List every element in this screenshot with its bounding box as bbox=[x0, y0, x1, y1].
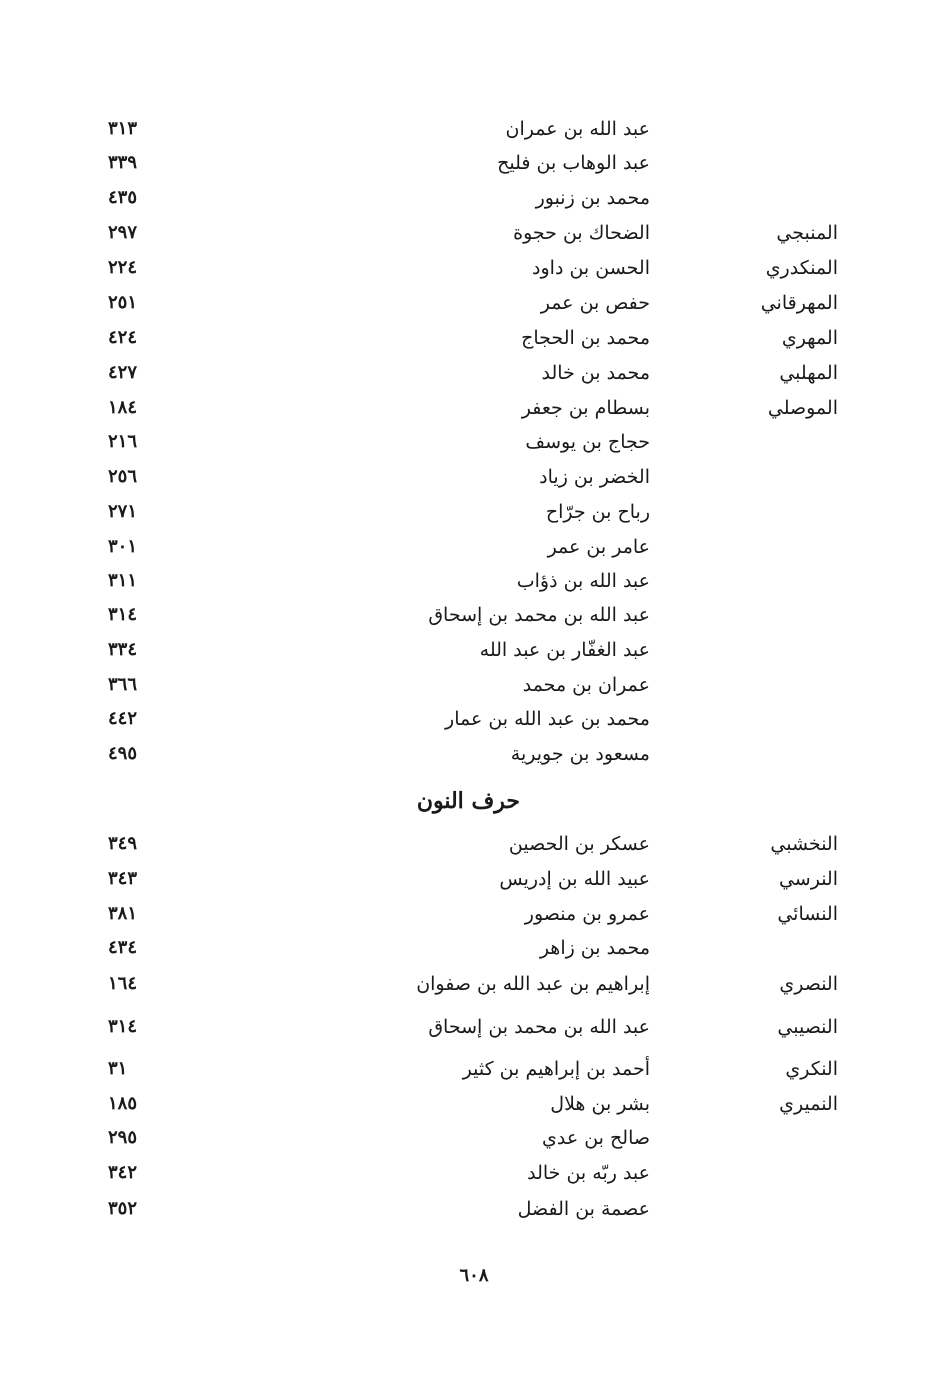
page-reference: ٣٣٩ bbox=[108, 152, 138, 173]
index-entry bbox=[90, 598, 850, 632]
index-entry bbox=[90, 530, 850, 564]
nisba-label: الموصلي bbox=[767, 397, 838, 419]
narrator-name: حجاج بن يوسف bbox=[525, 431, 650, 453]
page-reference: ٤٤٢ bbox=[108, 708, 138, 729]
index-entry bbox=[90, 1087, 850, 1121]
index-entry bbox=[90, 897, 850, 931]
narrator-name: الضحاك بن حجوة bbox=[513, 222, 650, 244]
page-reference: ١٦٤ bbox=[108, 973, 138, 994]
page-reference: ٢١٦ bbox=[108, 431, 138, 452]
index-entry bbox=[90, 356, 850, 390]
narrator-name: صالح بن عدي bbox=[542, 1127, 650, 1149]
nisba-label: المهرقاني bbox=[760, 292, 838, 314]
page-reference: ٢٥٦ bbox=[108, 466, 138, 487]
narrator-name: رباح بن جرّاح bbox=[545, 501, 650, 523]
page-reference: ٢٥١ bbox=[108, 292, 138, 313]
index-entry bbox=[90, 1010, 850, 1044]
index-entry bbox=[90, 391, 850, 425]
narrator-name: عبد الله بن محمد بن إسحاق bbox=[428, 604, 650, 626]
narrator-name: عبد الغفّار بن عبد الله bbox=[479, 639, 650, 661]
index-entry bbox=[90, 668, 850, 702]
page-reference: ٤٣٥ bbox=[108, 187, 138, 208]
index-entry bbox=[90, 1156, 850, 1190]
index-entry bbox=[90, 633, 850, 667]
page-reference: ٣٦٦ bbox=[108, 674, 138, 695]
page-reference: ١٨٤ bbox=[108, 397, 138, 418]
narrator-name: محمد بن الحجاج bbox=[521, 327, 650, 349]
narrator-name: محمد بن زاهر bbox=[539, 937, 650, 959]
page-reference: ٣٤٢ bbox=[108, 1162, 138, 1183]
narrator-name: عسكر بن الحصين bbox=[508, 833, 650, 855]
narrator-name: محمد بن عبد الله بن عمار bbox=[445, 708, 650, 730]
narrator-name: أحمد بن إبراهيم بن كثير bbox=[462, 1058, 650, 1080]
page-reference: ٤٢٤ bbox=[108, 327, 138, 348]
nisba-label: النصيبي bbox=[777, 1016, 838, 1038]
index-entry bbox=[90, 425, 850, 459]
nisba-label: النرسي bbox=[778, 868, 838, 890]
page-reference: ٣٨١ bbox=[108, 903, 138, 924]
index-entry bbox=[90, 1192, 850, 1226]
index-entry bbox=[90, 216, 850, 250]
page-reference: ٣١٤ bbox=[108, 1016, 138, 1037]
nisba-label: النكري bbox=[785, 1058, 838, 1080]
narrator-name: الحسن بن داود bbox=[532, 257, 650, 279]
index-entry bbox=[90, 146, 850, 180]
narrator-name: عبد الله بن محمد بن إسحاق bbox=[428, 1016, 650, 1038]
narrator-name: عمرو بن منصور bbox=[524, 903, 650, 925]
index-entry bbox=[90, 251, 850, 285]
narrator-name: عبد ربّه بن خالد bbox=[527, 1162, 650, 1184]
page-reference: ٣١٣ bbox=[108, 118, 138, 139]
page-reference: ٢٩٥ bbox=[108, 1127, 138, 1148]
nisba-label: المنبجي bbox=[776, 222, 838, 244]
narrator-name: عبيد الله بن إدريس bbox=[499, 868, 650, 890]
nisba-label: النميري bbox=[779, 1093, 838, 1115]
nisba-label: النسائي bbox=[777, 903, 838, 925]
index-entry bbox=[90, 737, 850, 771]
page-reference: ٢٩٧ bbox=[108, 222, 138, 243]
page-reference: ٤٩٥ bbox=[108, 743, 138, 764]
index-entry bbox=[90, 112, 850, 146]
page-reference: ٤٣٤ bbox=[108, 937, 138, 958]
narrator-name: الخضر بن زياد bbox=[539, 466, 650, 488]
page-reference: ٣٣٤ bbox=[108, 639, 138, 660]
page-reference: ٣٤٣ bbox=[108, 868, 138, 889]
narrator-name: مسعود بن جويرية bbox=[510, 743, 650, 765]
index-entry bbox=[90, 862, 850, 896]
narrator-name: بشر بن هلال bbox=[550, 1093, 650, 1115]
page-reference: ٣٥٢ bbox=[108, 1198, 138, 1219]
narrator-name: عامر بن عمر bbox=[547, 536, 650, 558]
narrator-name: حفص بن عمر bbox=[540, 292, 650, 314]
index-entry bbox=[90, 967, 850, 1001]
index-entry bbox=[90, 495, 850, 529]
index-entry bbox=[90, 181, 850, 215]
narrator-name: إبراهيم بن عبد الله بن صفوان bbox=[416, 973, 650, 995]
page-reference: ٣٠١ bbox=[108, 536, 138, 557]
index-entry bbox=[90, 931, 850, 965]
narrator-name: عبد الوهاب بن فليح bbox=[497, 152, 650, 174]
page-reference: ٤٢٧ bbox=[108, 362, 138, 383]
page-reference: ٣١١ bbox=[108, 570, 138, 591]
narrator-name: محمد بن زنبور bbox=[535, 187, 650, 209]
page-reference: ٣١٤ bbox=[108, 604, 138, 625]
page-reference: ٣١ bbox=[108, 1058, 128, 1079]
narrator-name: عصمة بن الفضل bbox=[517, 1198, 650, 1220]
narrator-name: بسطام بن جعفر bbox=[521, 397, 650, 419]
nisba-label: المنكدري bbox=[765, 257, 838, 279]
narrator-name: عمران بن محمد bbox=[522, 674, 650, 696]
index-entry bbox=[90, 1052, 850, 1086]
page-reference: ٢٢٤ bbox=[108, 257, 138, 278]
nisba-label: المهلبي bbox=[779, 362, 838, 384]
index-entry bbox=[90, 286, 850, 320]
section-heading: حرف النون bbox=[416, 788, 520, 814]
index-entry bbox=[90, 564, 850, 598]
nisba-label: النخشبي bbox=[770, 833, 838, 855]
page-number: ٦٠٨ bbox=[459, 1265, 489, 1286]
narrator-name: محمد بن خالد bbox=[541, 362, 650, 384]
index-entry bbox=[90, 321, 850, 355]
index-entry bbox=[90, 1121, 850, 1155]
page-reference: ١٨٥ bbox=[108, 1093, 138, 1114]
page-reference: ٣٤٩ bbox=[108, 833, 138, 854]
nisba-label: النصري bbox=[779, 973, 838, 995]
nisba-label: المهري bbox=[781, 327, 838, 349]
narrator-name: عبد الله بن ذؤاب bbox=[516, 570, 650, 592]
index-entry bbox=[90, 460, 850, 494]
page-reference: ٢٧١ bbox=[108, 501, 138, 522]
narrator-name: عبد الله بن عمران bbox=[505, 118, 650, 140]
index-entry bbox=[90, 827, 850, 861]
index-entry bbox=[90, 702, 850, 736]
